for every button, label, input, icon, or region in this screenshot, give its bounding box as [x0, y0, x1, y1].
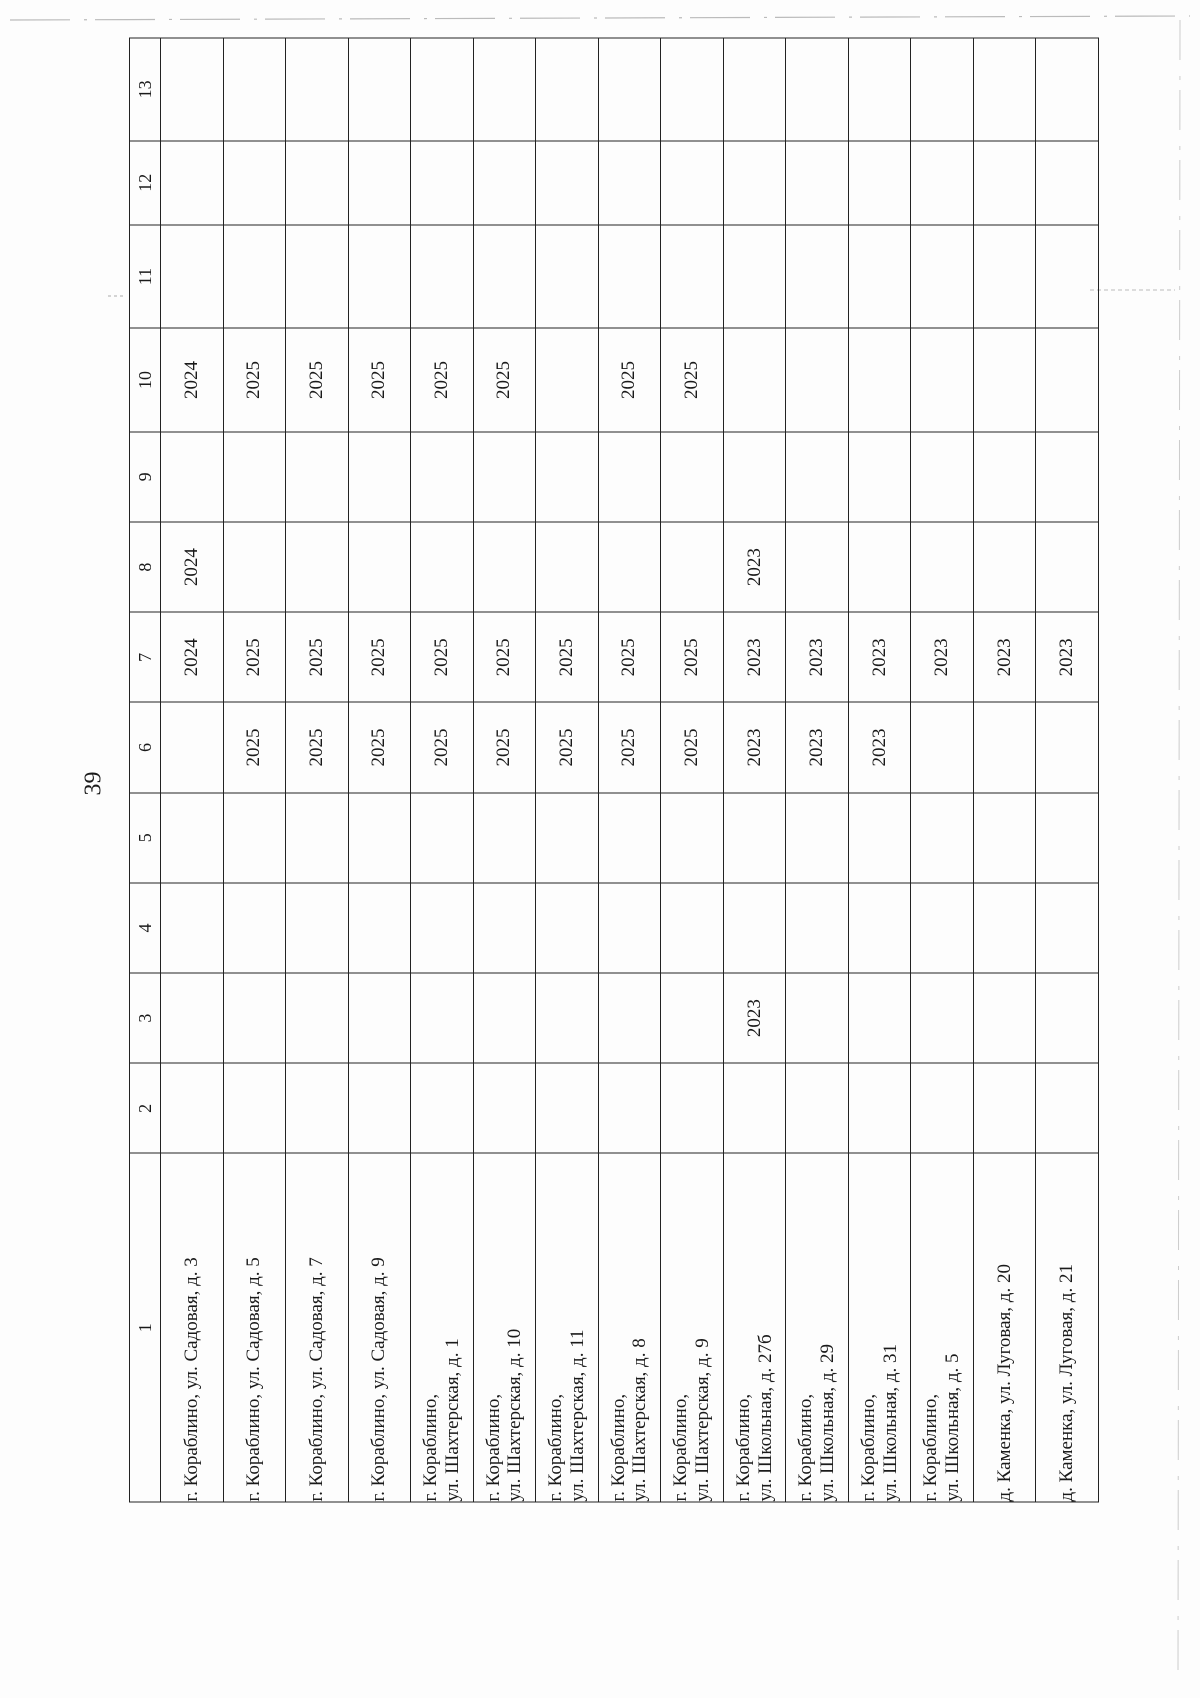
year-cell-c2: [411, 1063, 474, 1153]
year-cell-c7: 2023: [848, 612, 911, 702]
year-cell-c4: [473, 883, 536, 973]
address-cell: [786, 1153, 849, 1502]
year-cell-c11: [661, 225, 724, 329]
year-cell-c5: [411, 793, 474, 883]
year-cell-c13: [598, 38, 661, 141]
year-cell-c6: 2025: [348, 702, 411, 792]
year-cell-c7: 2023: [1036, 612, 1099, 702]
year-cell-c2: [536, 1063, 599, 1153]
year-cell-c13: [348, 38, 411, 141]
address-cell: [848, 1153, 911, 1502]
address-cell: [161, 1153, 224, 1502]
address-line: ул. Школьная, д. 5: [942, 1353, 964, 1502]
year-cell-c4: [911, 883, 974, 973]
year-cell-c12: [723, 141, 786, 225]
year-cell-c5: [161, 793, 224, 883]
address-line: г. Кораблино, ул. Садовая, д. 3: [180, 1257, 202, 1502]
year-cell-c12: [161, 141, 224, 225]
year-cell-c7: 2025: [348, 612, 411, 702]
year-cell-c12: [411, 141, 474, 225]
year-cell-c7: 2025: [473, 612, 536, 702]
year-cell-c11: [473, 225, 536, 329]
year-cell-c11: [161, 225, 224, 329]
capital-repair-schedule-table: [129, 38, 1099, 1503]
year-cell-c4: [598, 883, 661, 973]
year-cell-c8: [786, 522, 849, 612]
year-cell-c10: 2025: [348, 328, 411, 432]
year-cell-c4: [723, 883, 786, 973]
year-cell-c11: [286, 225, 349, 329]
year-cell-c6: [911, 702, 974, 792]
year-cell-c11: [223, 225, 286, 329]
year-cell-c6: [161, 702, 224, 792]
year-cell-c3: [161, 973, 224, 1063]
year-cell-c13: [848, 38, 911, 141]
address-line: г. Кораблино, ул. Садовая, д. 9: [368, 1257, 390, 1502]
year-cell-c4: [848, 883, 911, 973]
year-cell-c2: [911, 1063, 974, 1153]
column-header: 8: [130, 522, 161, 612]
address-line: г. Кораблино, ул. Садовая, д. 7: [305, 1257, 327, 1502]
year-cell-c10: [786, 328, 849, 432]
year-cell-c5: [223, 793, 286, 883]
year-cell-c7: 2025: [661, 612, 724, 702]
year-cell-c12: [473, 141, 536, 225]
table-row: [973, 38, 1036, 1502]
year-cell-c6: [973, 702, 1036, 792]
year-cell-c11: [848, 225, 911, 329]
address-line: ул. Шахтерская, д. 8: [629, 1338, 651, 1502]
address-line: д. Каменка, ул. Луговая, д. 21: [1056, 1264, 1078, 1502]
year-cell-c5: [911, 793, 974, 883]
column-header: 13: [130, 38, 161, 141]
year-cell-c3: [473, 973, 536, 1063]
year-cell-c5: [786, 793, 849, 883]
column-header: 10: [130, 328, 161, 432]
year-cell-c2: [286, 1063, 349, 1153]
year-cell-c3: [286, 973, 349, 1063]
year-cell-c2: [348, 1063, 411, 1153]
year-cell-c7: 2023: [723, 612, 786, 702]
year-cell-c13: [161, 38, 224, 141]
table-row: [786, 38, 849, 1502]
year-cell-c11: [536, 225, 599, 329]
year-cell-c9: [536, 432, 599, 522]
year-cell-c11: [348, 225, 411, 329]
address-line: ул. Шахтерская, д. 10: [504, 1328, 526, 1502]
year-cell-c8: [598, 522, 661, 612]
year-cell-c2: [223, 1063, 286, 1153]
column-header: 7: [130, 612, 161, 702]
year-cell-c12: [661, 141, 724, 225]
year-cell-c4: [286, 883, 349, 973]
column-header: 3: [130, 973, 161, 1063]
year-cell-c3: [348, 973, 411, 1063]
year-cell-c4: [1036, 883, 1099, 973]
address-cell: [1036, 1153, 1099, 1502]
year-cell-c9: [973, 432, 1036, 522]
table-row: [661, 38, 724, 1502]
year-cell-c3: [848, 973, 911, 1063]
column-header: 1: [130, 1153, 161, 1502]
year-cell-c12: [598, 141, 661, 225]
year-cell-c10: [1036, 328, 1099, 432]
year-cell-c13: [786, 38, 849, 141]
year-cell-c4: [161, 883, 224, 973]
column-header: 9: [130, 432, 161, 522]
year-cell-c6: 2025: [473, 702, 536, 792]
year-cell-c5: [348, 793, 411, 883]
year-cell-c6: 2025: [286, 702, 349, 792]
table-row: [223, 38, 286, 1502]
table-row: [536, 38, 599, 1502]
address-cell: [286, 1153, 349, 1502]
header-row: [130, 38, 161, 1502]
year-cell-c11: [786, 225, 849, 329]
table-row: [286, 38, 349, 1502]
year-cell-c2: [598, 1063, 661, 1153]
column-header: 4: [130, 883, 161, 973]
year-cell-c12: [848, 141, 911, 225]
year-cell-c8: [911, 522, 974, 612]
year-cell-c5: [473, 793, 536, 883]
year-cell-c12: [786, 141, 849, 225]
year-cell-c9: [661, 432, 724, 522]
address-line: ул. Шахтерская, д. 1: [441, 1338, 463, 1502]
year-cell-c5: [536, 793, 599, 883]
year-cell-c10: 2025: [411, 328, 474, 432]
address-line: г. Кораблино,: [420, 1393, 442, 1502]
year-cell-c6: 2025: [223, 702, 286, 792]
year-cell-c7: 2025: [223, 612, 286, 702]
address-line: ул. Шахтерская, д. 9: [692, 1338, 714, 1502]
year-cell-c6: 2023: [786, 702, 849, 792]
year-cell-c6: 2025: [661, 702, 724, 792]
address-line: г. Кораблино,: [795, 1393, 817, 1502]
year-cell-c8: [973, 522, 1036, 612]
year-cell-c10: 2024: [161, 328, 224, 432]
address-cell: [348, 1153, 411, 1502]
year-cell-c8: 2023: [723, 522, 786, 612]
year-cell-c9: [1036, 432, 1099, 522]
year-cell-c5: [661, 793, 724, 883]
year-cell-c8: [348, 522, 411, 612]
address-cell: [223, 1153, 286, 1502]
table-row: [411, 38, 474, 1502]
year-cell-c13: [411, 38, 474, 141]
year-cell-c3: [911, 973, 974, 1063]
column-header: 11: [130, 225, 161, 329]
year-cell-c3: [1036, 973, 1099, 1063]
table-row: [1036, 38, 1099, 1502]
year-cell-c9: [911, 432, 974, 522]
address-cell: [536, 1153, 599, 1502]
year-cell-c10: 2025: [473, 328, 536, 432]
year-cell-c11: [411, 225, 474, 329]
year-cell-c12: [1036, 141, 1099, 225]
year-cell-c13: [723, 38, 786, 141]
address-cell: [911, 1153, 974, 1502]
year-cell-c6: 2025: [598, 702, 661, 792]
year-cell-c2: [723, 1063, 786, 1153]
year-cell-c12: [348, 141, 411, 225]
table-row: [848, 38, 911, 1502]
year-cell-c7: 2025: [411, 612, 474, 702]
year-cell-c3: 2023: [723, 973, 786, 1063]
year-cell-c11: [1036, 225, 1099, 329]
year-cell-c7: 2023: [786, 612, 849, 702]
year-cell-c6: [1036, 702, 1099, 792]
year-cell-c8: [286, 522, 349, 612]
address-line: ул. Школьная, д. 27б: [754, 1334, 776, 1502]
year-cell-c2: [161, 1063, 224, 1153]
year-cell-c8: [848, 522, 911, 612]
address-line: г. Кораблино,: [545, 1393, 567, 1502]
year-cell-c5: [848, 793, 911, 883]
address-line: г. Кораблино,: [607, 1393, 629, 1502]
year-cell-c12: [973, 141, 1036, 225]
year-cell-c3: [786, 973, 849, 1063]
address-cell: [661, 1153, 724, 1502]
year-cell-c6: 2025: [536, 702, 599, 792]
year-cell-c13: [1036, 38, 1099, 141]
year-cell-c4: [348, 883, 411, 973]
year-cell-c8: [411, 522, 474, 612]
address-cell: [723, 1153, 786, 1502]
year-cell-c10: [723, 328, 786, 432]
address-line: г. Кораблино,: [732, 1393, 754, 1502]
year-cell-c10: [911, 328, 974, 432]
address-cell: [473, 1153, 536, 1502]
year-cell-c5: [723, 793, 786, 883]
column-header: 2: [130, 1063, 161, 1153]
address-line: ул. Шахтерская, д. 11: [566, 1329, 588, 1502]
year-cell-c2: [786, 1063, 849, 1153]
table-row: [161, 38, 224, 1502]
year-cell-c2: [473, 1063, 536, 1153]
year-cell-c3: [411, 973, 474, 1063]
year-cell-c9: [598, 432, 661, 522]
year-cell-c4: [536, 883, 599, 973]
address-cell: [411, 1153, 474, 1502]
year-cell-c12: [911, 141, 974, 225]
year-cell-c7: 2025: [536, 612, 599, 702]
year-cell-c6: 2023: [723, 702, 786, 792]
address-line: г. Кораблино, ул. Садовая, д. 5: [243, 1257, 265, 1502]
year-cell-c2: [661, 1063, 724, 1153]
year-cell-c7: 2024: [161, 612, 224, 702]
year-cell-c9: [473, 432, 536, 522]
year-cell-c4: [973, 883, 1036, 973]
address-line: г. Кораблино,: [482, 1393, 504, 1502]
year-cell-c5: [1036, 793, 1099, 883]
year-cell-c6: 2025: [411, 702, 474, 792]
year-cell-c12: [286, 141, 349, 225]
year-cell-c11: [973, 225, 1036, 329]
year-cell-c11: [598, 225, 661, 329]
year-cell-c10: 2025: [286, 328, 349, 432]
year-cell-c9: [223, 432, 286, 522]
address-line: д. Каменка, ул. Луговая, д. 20: [993, 1264, 1015, 1502]
address-line: ул. Школьная, д. 31: [879, 1344, 901, 1502]
year-cell-c8: [536, 522, 599, 612]
year-cell-c9: [786, 432, 849, 522]
table-row: [598, 38, 661, 1502]
year-cell-c13: [661, 38, 724, 141]
year-cell-c3: [598, 973, 661, 1063]
year-cell-c10: 2025: [598, 328, 661, 432]
year-cell-c4: [223, 883, 286, 973]
column-header: 5: [130, 793, 161, 883]
year-cell-c10: [973, 328, 1036, 432]
column-header: 12: [130, 141, 161, 225]
year-cell-c10: [848, 328, 911, 432]
table-row: [473, 38, 536, 1502]
year-cell-c13: [223, 38, 286, 141]
year-cell-c3: [223, 973, 286, 1063]
year-cell-c4: [661, 883, 724, 973]
year-cell-c10: 2025: [223, 328, 286, 432]
year-cell-c9: [723, 432, 786, 522]
year-cell-c12: [536, 141, 599, 225]
address-line: г. Кораблино,: [670, 1393, 692, 1502]
address-cell: [598, 1153, 661, 1502]
year-cell-c9: [161, 432, 224, 522]
year-cell-c10: 2025: [661, 328, 724, 432]
year-cell-c10: [536, 328, 599, 432]
year-cell-c9: [411, 432, 474, 522]
year-cell-c4: [786, 883, 849, 973]
address-cell: [973, 1153, 1036, 1502]
year-cell-c8: 2024: [161, 522, 224, 612]
year-cell-c13: [286, 38, 349, 141]
table-row: [348, 38, 411, 1502]
table-row: [911, 38, 974, 1502]
year-cell-c13: [973, 38, 1036, 141]
year-cell-c7: 2023: [973, 612, 1036, 702]
address-line: ул. Школьная, д. 29: [817, 1344, 839, 1502]
year-cell-c2: [848, 1063, 911, 1153]
year-cell-c8: [223, 522, 286, 612]
year-cell-c9: [848, 432, 911, 522]
year-cell-c9: [286, 432, 349, 522]
page-number: 39: [80, 771, 107, 796]
year-cell-c8: [661, 522, 724, 612]
landscape-table-rotated: [129, 38, 1099, 1503]
year-cell-c5: [598, 793, 661, 883]
year-cell-c12: [223, 141, 286, 225]
year-cell-c8: [473, 522, 536, 612]
table-row: [723, 38, 786, 1502]
year-cell-c3: [973, 973, 1036, 1063]
year-cell-c7: 2023: [911, 612, 974, 702]
address-line: г. Кораблино,: [920, 1393, 942, 1502]
year-cell-c7: 2025: [598, 612, 661, 702]
year-cell-c13: [536, 38, 599, 141]
year-cell-c9: [348, 432, 411, 522]
year-cell-c6: 2023: [848, 702, 911, 792]
year-cell-c8: [1036, 522, 1099, 612]
year-cell-c11: [911, 225, 974, 329]
year-cell-c3: [536, 973, 599, 1063]
year-cell-c5: [286, 793, 349, 883]
year-cell-c13: [473, 38, 536, 141]
year-cell-c13: [911, 38, 974, 141]
year-cell-c4: [411, 883, 474, 973]
year-cell-c5: [973, 793, 1036, 883]
year-cell-c2: [973, 1063, 1036, 1153]
address-line: г. Кораблино,: [857, 1393, 879, 1502]
year-cell-c7: 2025: [286, 612, 349, 702]
column-header: 6: [130, 702, 161, 792]
year-cell-c2: [1036, 1063, 1099, 1153]
year-cell-c11: [723, 225, 786, 329]
year-cell-c3: [661, 973, 724, 1063]
